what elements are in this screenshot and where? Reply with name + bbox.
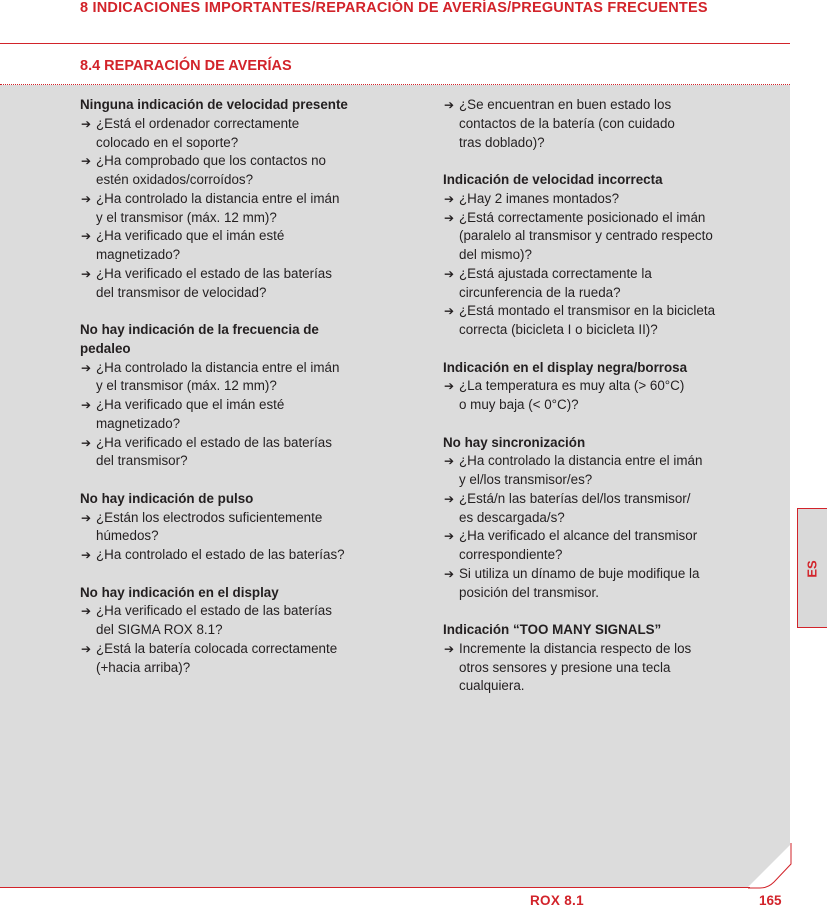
item-line: ¿Ha controlado la distancia entre el imán — [459, 453, 703, 469]
list-item — [443, 527, 773, 565]
item-line: correcta (bicicleta I o bicicleta II)? — [459, 322, 658, 337]
item-line: y el transmisor (máx. 12 mm)? — [96, 209, 277, 225]
arrow-icon: ➔ — [81, 510, 92, 525]
page-number: 165 — [759, 893, 782, 908]
section-heading: No hay indicación en el display — [80, 584, 279, 600]
arrow-icon: ➔ — [81, 360, 92, 375]
header-rule — [0, 43, 790, 44]
list-item — [443, 96, 773, 152]
item-line: ¿Ha verificado el alcance del transmisor — [459, 528, 698, 544]
no-display-section — [80, 584, 398, 678]
item-line: (paralelo al transmisor y centrado respecto — [459, 228, 713, 244]
item-line: Si utiliza un dínamo de buje modifique la — [459, 565, 700, 581]
item-line: ¿Ha verificado que el imán esté — [96, 228, 285, 244]
arrow-icon: ➔ — [444, 191, 455, 206]
arrow-icon: ➔ — [81, 229, 92, 244]
item-line: ¿Hay 2 imanes montados? — [459, 190, 620, 206]
arrow-icon: ➔ — [444, 210, 455, 225]
arrow-icon: ➔ — [81, 435, 92, 450]
no-sync-section — [443, 434, 773, 603]
list-item — [80, 265, 398, 303]
list-item — [80, 434, 398, 472]
item-line: circunferencia de la rueda? — [459, 284, 621, 300]
arrow-icon: ➔ — [81, 154, 92, 169]
arrow-icon: ➔ — [81, 191, 92, 206]
list-item — [80, 359, 398, 397]
list-item — [443, 565, 773, 603]
item-line: y el/los transmisor/es? — [459, 472, 593, 487]
section-heading: No hay sincronización — [443, 434, 586, 450]
item-line: ¿Ha verificado el estado de las baterías — [96, 434, 332, 450]
wrong-speed-section — [443, 171, 773, 340]
list-item — [443, 209, 773, 265]
arrow-icon: ➔ — [444, 304, 455, 319]
arrow-icon: ➔ — [444, 491, 455, 506]
no-pulse-section — [80, 490, 398, 565]
list-item — [443, 377, 773, 415]
item-line: húmedos? — [96, 528, 159, 544]
panel-bottom-rule — [0, 887, 750, 888]
item-line: colocado en el soporte? — [96, 134, 239, 150]
item-line: ¿Está ajustada correctamente la — [459, 265, 652, 281]
arrow-icon: ➔ — [81, 116, 92, 131]
list-item — [80, 546, 398, 565]
item-line: del SIGMA ROX 8.1? — [96, 622, 223, 637]
language-label: ES — [804, 560, 820, 578]
section-heading: Indicación en el display negra/borrosa — [443, 359, 688, 375]
item-line: ¿Está la batería colocada correctamente — [96, 640, 338, 656]
section-heading: No hay indicación de pulso — [80, 490, 254, 506]
section-divider — [0, 84, 790, 85]
section-title: 8.4 REPARACIÓN DE AVERÍAS — [80, 58, 292, 74]
list-item — [80, 509, 398, 547]
item-line: estén oxidados/corroídos? — [96, 172, 254, 187]
right-column — [443, 96, 773, 715]
section-heading: Indicación “TOO MANY SIGNALS” — [443, 622, 662, 637]
chapter-title: 8 INDICACIONES IMPORTANTES/REPARACIÓN DE AVERÍAS/PREGUNTAS FRECUENTES — [80, 0, 708, 16]
item-line: ¿Ha verificado el estado de las baterías — [96, 265, 332, 281]
no-cadence-section — [80, 321, 398, 471]
arrow-icon: ➔ — [444, 529, 455, 544]
list-item — [80, 152, 398, 190]
item-line: del transmisor? — [96, 453, 188, 469]
item-line: ¿Está correctamente posicionado el imán — [459, 209, 706, 225]
section-heading: No hay indicación de la frecuencia de — [80, 322, 319, 337]
panel-corner-curve — [748, 843, 792, 889]
list-item — [443, 490, 773, 528]
item-line: o muy baja (< 0°C)? — [459, 397, 579, 412]
section-heading: pedaleo — [80, 340, 131, 356]
item-line: y el transmisor (máx. 12 mm)? — [96, 378, 277, 394]
item-line: ¿Ha verificado que el imán esté — [96, 397, 285, 412]
item-line: ¿Ha comprobado que los contactos no — [96, 153, 327, 169]
list-item — [80, 115, 398, 153]
list-item — [443, 265, 773, 303]
item-line: ¿Ha controlado el estado de las baterías? — [96, 547, 345, 562]
list-item — [443, 190, 773, 209]
item-line: posición del transmisor. — [459, 584, 599, 600]
item-line: ¿Ha verificado el estado de las baterías — [96, 603, 332, 619]
arrow-icon: ➔ — [444, 98, 455, 112]
arrow-icon: ➔ — [81, 266, 92, 281]
list-item — [443, 452, 773, 490]
item-line: del mismo)? — [459, 247, 532, 262]
footer-model-name: ROX 8.1 — [530, 893, 584, 908]
item-line: ¿Se encuentran en buen estado los — [459, 97, 672, 112]
arrow-icon: ➔ — [81, 604, 92, 619]
too-many-signals-section — [443, 621, 773, 696]
no-speed-section — [80, 96, 398, 302]
item-line: tras doblado)? — [459, 134, 545, 150]
item-line: magnetizado? — [96, 247, 181, 262]
list-item — [80, 640, 398, 678]
item-line: es descargada/s? — [459, 509, 565, 525]
item-line: cualquiera. — [459, 678, 525, 694]
item-line: (+hacia arriba)? — [96, 659, 191, 675]
list-item — [80, 190, 398, 228]
arrow-icon: ➔ — [444, 454, 455, 469]
list-item — [80, 227, 398, 265]
arrow-icon: ➔ — [81, 641, 92, 656]
section-heading: Indicación de velocidad incorrecta — [443, 172, 663, 187]
item-line: ¿Está el ordenador correctamente — [96, 115, 300, 131]
arrow-icon: ➔ — [444, 566, 455, 581]
arrow-icon: ➔ — [444, 379, 455, 394]
item-line: del transmisor de velocidad? — [96, 284, 267, 300]
item-line: ¿Ha controlado la distancia entre el imán — [96, 190, 340, 206]
list-item — [80, 602, 398, 640]
section-heading: Ninguna indicación de velocidad presente — [80, 97, 348, 112]
blurry-display-section — [443, 359, 773, 415]
language-tab — [797, 508, 827, 628]
list-item — [443, 302, 773, 340]
item-line: ¿La temperatura es muy alta (> 60°C) — [459, 378, 685, 394]
arrow-icon: ➔ — [444, 266, 455, 281]
item-line: correspondiente? — [459, 547, 563, 562]
item-line: ¿Ha controlado la distancia entre el imán — [96, 359, 340, 375]
item-line: ¿Están los electrodos suficientemente — [96, 509, 323, 525]
item-line: Incremente la distancia respecto de los — [459, 640, 692, 656]
item-line: ¿Está/n las baterías del/los transmisor/ — [459, 490, 691, 506]
list-item — [80, 396, 398, 434]
list-item — [443, 640, 773, 696]
item-line: contactos de la batería (con cuidado — [459, 115, 675, 131]
left-column — [80, 96, 398, 696]
arrow-icon: ➔ — [444, 641, 455, 656]
arrow-icon: ➔ — [81, 548, 92, 562]
item-line: magnetizado? — [96, 415, 181, 431]
battery-contacts-section — [443, 96, 773, 152]
item-line: ¿Está montado el transmisor en la bicicleta — [459, 303, 716, 319]
item-line: otros sensores y presione una tecla — [459, 659, 671, 675]
arrow-icon: ➔ — [81, 398, 92, 412]
